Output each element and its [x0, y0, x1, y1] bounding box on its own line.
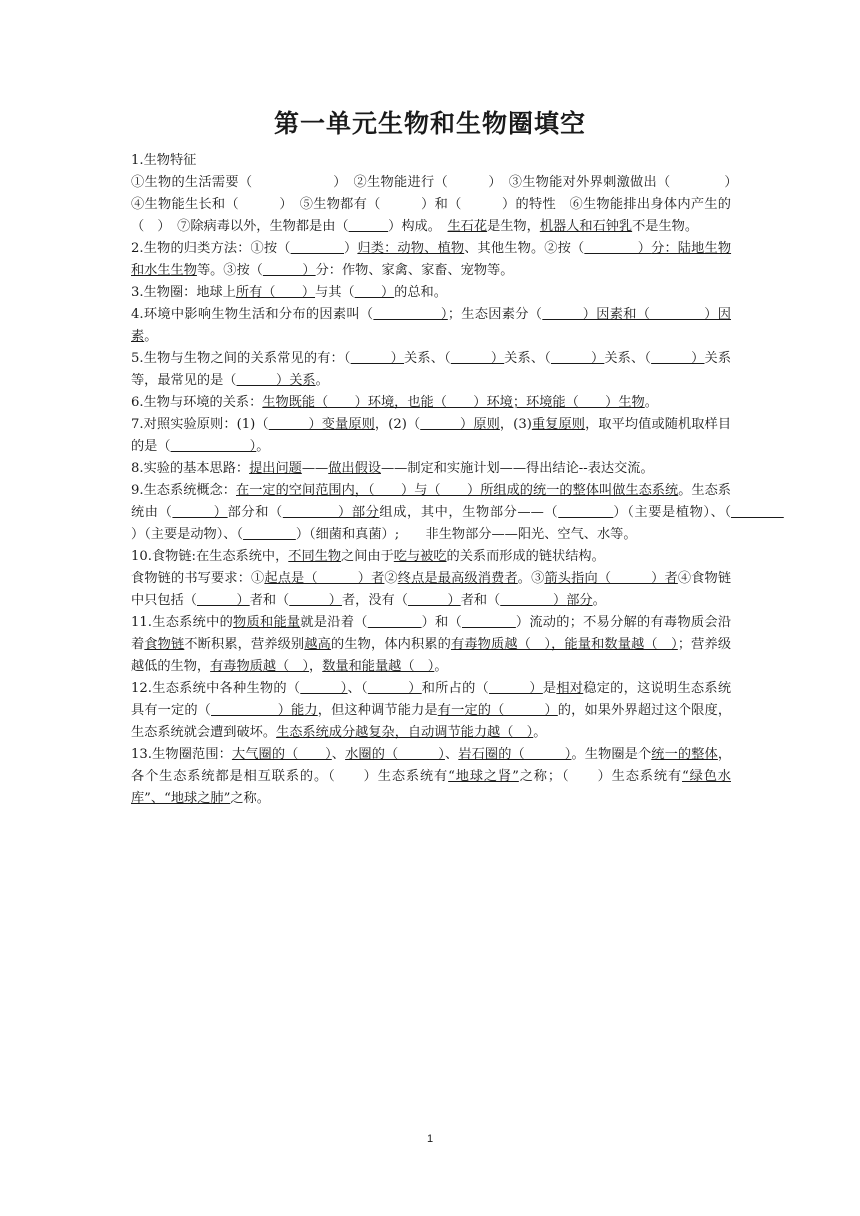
text-run: ，(2)（ [374, 417, 421, 432]
text-run: 、 [331, 747, 346, 762]
underlined-text: ） [367, 681, 422, 696]
text-run: 5.生物与生物之间的关系常见的有：（ [131, 351, 351, 366]
underlined-text: ）部分 [282, 505, 380, 520]
underlined-text: “绿色水库”、“地球之肺” [131, 769, 731, 806]
paragraph-15 [131, 744, 731, 810]
text-run: ）构成。 [388, 219, 448, 234]
text-run: 分：作物、家禽、家畜、宠物等。 [315, 263, 514, 278]
underlined-text: 生石花 [447, 219, 488, 234]
text-run: 。 [256, 439, 270, 454]
text-run: 10.食物链:在生态系统中， [131, 549, 289, 564]
text-run: 食物链的书写要求：① [131, 571, 265, 586]
underlined-text: ） [289, 593, 342, 608]
underlined-text: 水圈的（ ） [345, 747, 445, 762]
underlined-text: ） [170, 439, 257, 454]
text-run: ， [309, 659, 323, 674]
text-run: 和所占的（ [421, 681, 490, 696]
text-run: ）和（ [421, 615, 462, 630]
text-run: 13.生物圈范围： [131, 747, 232, 762]
underlined-text: 终点是最高级消费者 [397, 571, 518, 586]
text-run: 、其他生物。②按（ [464, 241, 585, 256]
text-run: ） [344, 241, 358, 256]
underlined-text: 岩石圈的（ ） [458, 747, 572, 762]
text-run: 关系等，最常见的是（ [131, 351, 732, 388]
underlined-text: ） [350, 351, 405, 366]
text-run: 9.生态系统概念： [131, 483, 236, 498]
underlined-text: ）能力 [211, 703, 318, 718]
paragraph-2 [131, 172, 745, 238]
text-run: ）（细菌和真菌）; 非生物部分——阳光、空气、水等。 [295, 527, 637, 542]
text-run: 不是生物。 [632, 219, 699, 234]
text-run: ）（主要是植物）、（ [613, 505, 732, 520]
text-run: 。 [533, 725, 547, 740]
paragraph-4 [131, 282, 731, 304]
paragraph-11 [131, 546, 731, 568]
text-run: 的关系而形成的链状结构。 [446, 549, 605, 564]
underlined-text: 归类：动物、植物 [357, 241, 465, 256]
underlined-text: ） [373, 307, 448, 322]
underlined-text: ）因素和（ ）因素 [131, 307, 731, 344]
text-run: 。生态系统由（ [131, 483, 731, 520]
text-run: 是 [542, 681, 557, 696]
text-run: 的，如果外界超过这个限度，生态系统就会遭到破坏。 [131, 703, 732, 740]
underlined-text: ）变量原则 [268, 417, 375, 432]
underlined-text [243, 527, 296, 542]
text-run: 关系、（ [604, 351, 652, 366]
underlined-text [462, 615, 516, 630]
underlined-text: 食物链 [144, 637, 185, 652]
text-run: ④食物链中只包括（ [131, 571, 732, 608]
paragraph-13 [131, 612, 731, 678]
underlined-text: 有毒物质越（ ），能量和数量越（ ） [451, 637, 678, 652]
paragraph-1 [131, 150, 731, 172]
text-run: ，取平均值或随机取样目的是（ [131, 417, 732, 454]
paragraph-14 [131, 678, 731, 744]
text-run: 6.生物与环境的关系： [131, 395, 263, 410]
paragraph-5 [131, 304, 731, 348]
underlined-text: ） [172, 505, 228, 520]
underlined-text: ） [300, 681, 348, 696]
text-run: —— [301, 461, 329, 476]
underlined-text: 统一的整体 [651, 747, 718, 762]
underlined-text: 相对 [556, 681, 584, 696]
text-run: 与其（ [315, 285, 355, 300]
document-body [131, 150, 745, 810]
text-run: 不断积累，营养级别 [184, 637, 305, 652]
underlined-text [368, 615, 422, 630]
text-run: 、 [444, 747, 459, 762]
text-run: ；营养级越低的生物， [131, 637, 732, 674]
underlined-text: 机器人和石钟乳 [539, 219, 633, 234]
text-run: 。生物圈是个 [571, 747, 652, 762]
underlined-text: ） [651, 351, 705, 366]
underlined-text [558, 505, 613, 520]
underlined-text: ）原则 [420, 417, 500, 432]
text-run: 11.生态系统中的 [131, 615, 234, 630]
text-run: 。 [315, 373, 329, 388]
underlined-text: ） [500, 593, 567, 608]
paragraph-10 [131, 480, 731, 546]
text-run: 者和（ [460, 593, 501, 608]
text-run: 8.实验的基本思路： [131, 461, 250, 476]
text-run: 部分和（ [227, 505, 283, 520]
text-run: ）流动的；不易分解的有毒物质会沿着 [131, 615, 732, 652]
page-number: 1 [426, 1133, 434, 1145]
underlined-text: ） [262, 263, 316, 278]
underlined-text: ） [196, 593, 250, 608]
text-run: 。 [144, 329, 158, 344]
text-run: 之间由于 [341, 549, 394, 564]
underlined-text: 提出问题 [249, 461, 302, 476]
text-run: 稳定的，这说明生态系统具有一定的（ [131, 681, 732, 718]
text-run: 就是沿着（ [300, 615, 368, 630]
underlined-text: 越高 [304, 637, 332, 652]
underlined-text: ） [489, 681, 543, 696]
paragraph-8 [131, 414, 731, 458]
paragraph-7 [131, 392, 731, 414]
underlined-text: 重复原则 [531, 417, 586, 432]
underlined-text: 分：陆地生物和水生生物 [131, 241, 732, 278]
underlined-text: 起点是（ ）者 [264, 571, 385, 586]
underlined-text: ） [354, 285, 395, 300]
underlined-text: ） [450, 351, 505, 366]
underlined-text: 有毒物质越（ ） [210, 659, 310, 674]
underlined-text: 做出假设 [328, 461, 381, 476]
underlined-text: ） [407, 593, 461, 608]
text-run: 1.生物特征 [131, 153, 197, 168]
paragraph-9 [131, 458, 731, 480]
text-run: 。 [434, 659, 448, 674]
underlined-text: 生物既能（ ）环境，也能（ ）环境；环境能（ ）生物 [262, 395, 645, 410]
paragraph-6 [131, 348, 731, 392]
text-run: 3.生物圈：地球上 [131, 285, 236, 300]
text-run: ）（主要是动物）、（ [131, 527, 244, 542]
text-run: 。③ [517, 571, 545, 586]
underlined-text [291, 241, 344, 256]
underlined-text: ） [550, 351, 605, 366]
text-run: 之称；（ ）生态系统有 [518, 769, 683, 784]
text-run: ，但这种调节能力是 [317, 703, 438, 718]
text-run: 者和（ [249, 593, 290, 608]
text-run: 关系、（ [404, 351, 451, 366]
text-run: 之称。 [230, 791, 270, 806]
underlined-text: 生态系统成分越复杂，自动调节能力越（ ） [276, 725, 534, 740]
underlined-text [731, 505, 784, 520]
text-run: 等。③按（ [196, 263, 263, 278]
underlined-text: ）关系 [236, 373, 316, 388]
text-run: 组成，其中，生物部分——（ [379, 505, 559, 520]
text-run: ，各个生态系统都是相互联系的。（ ）生态系统有 [131, 747, 732, 784]
underlined-text: 大气圈的（ ） [231, 747, 332, 762]
text-run: 的总和。 [394, 285, 447, 300]
text-run: 。 [644, 395, 658, 410]
text-run: 4.环境中影响生物生活和分布的因素叫（ [131, 307, 374, 322]
underlined-text: 不同生物 [288, 549, 342, 564]
paragraph-12 [131, 568, 731, 612]
page-title: 第一单元生物和生物圈填空 [273, 109, 586, 138]
underlined-text: 在一定的空间范围内，（ ）与（ ）所组成的统一的整体叫做生态系统 [236, 483, 679, 498]
underlined-text: 箭头指向（ ）者 [544, 571, 678, 586]
underlined-text: 所有（ ） [235, 285, 316, 300]
text-run: ，(3) [499, 417, 532, 432]
underlined-text [349, 219, 389, 234]
text-run: ——制定和实施计划——得出结论--表达交流。 [380, 461, 654, 476]
underlined-text: ） [584, 241, 652, 256]
text-run: 、（ [347, 681, 368, 696]
text-run: ①生物的生活需要（ ） ②生物能进行（ ） ③生物能对外界刺激做出（ ） ④生物能生长和（ ） ⑤生物都有（ ）和（ ）的特性 ⑥生物能排出身体内产生的（ ） ⑦除病毒以外，生物都是由（ [131, 175, 745, 234]
text-run: 者，没有（ [342, 593, 408, 608]
underlined-text: 物质和能量 [233, 615, 301, 630]
underlined-text: 部分 [566, 593, 593, 608]
paragraph-3 [131, 238, 731, 282]
underlined-text: 吃与被吃 [393, 549, 447, 564]
text-run: 的生物，体内积累的 [331, 637, 452, 652]
underlined-text: 有一定的（ ） [437, 703, 558, 718]
text-run: 12.生态系统中各种生物的（ [131, 681, 301, 696]
text-run: ；生态因素分（ [447, 307, 543, 322]
text-run: 是生物， [487, 219, 540, 234]
text-run: 。 [592, 593, 606, 608]
underlined-text: “地球之肾” [448, 769, 519, 784]
text-run: 7.对照实验原则：(1)（ [131, 417, 269, 432]
underlined-text: 数量和能量越（ ） [322, 659, 435, 674]
text-run: 关系、（ [504, 351, 551, 366]
text-run: ② [384, 571, 398, 586]
text-run: 2.生物的归类方法：①按（ [131, 241, 291, 256]
